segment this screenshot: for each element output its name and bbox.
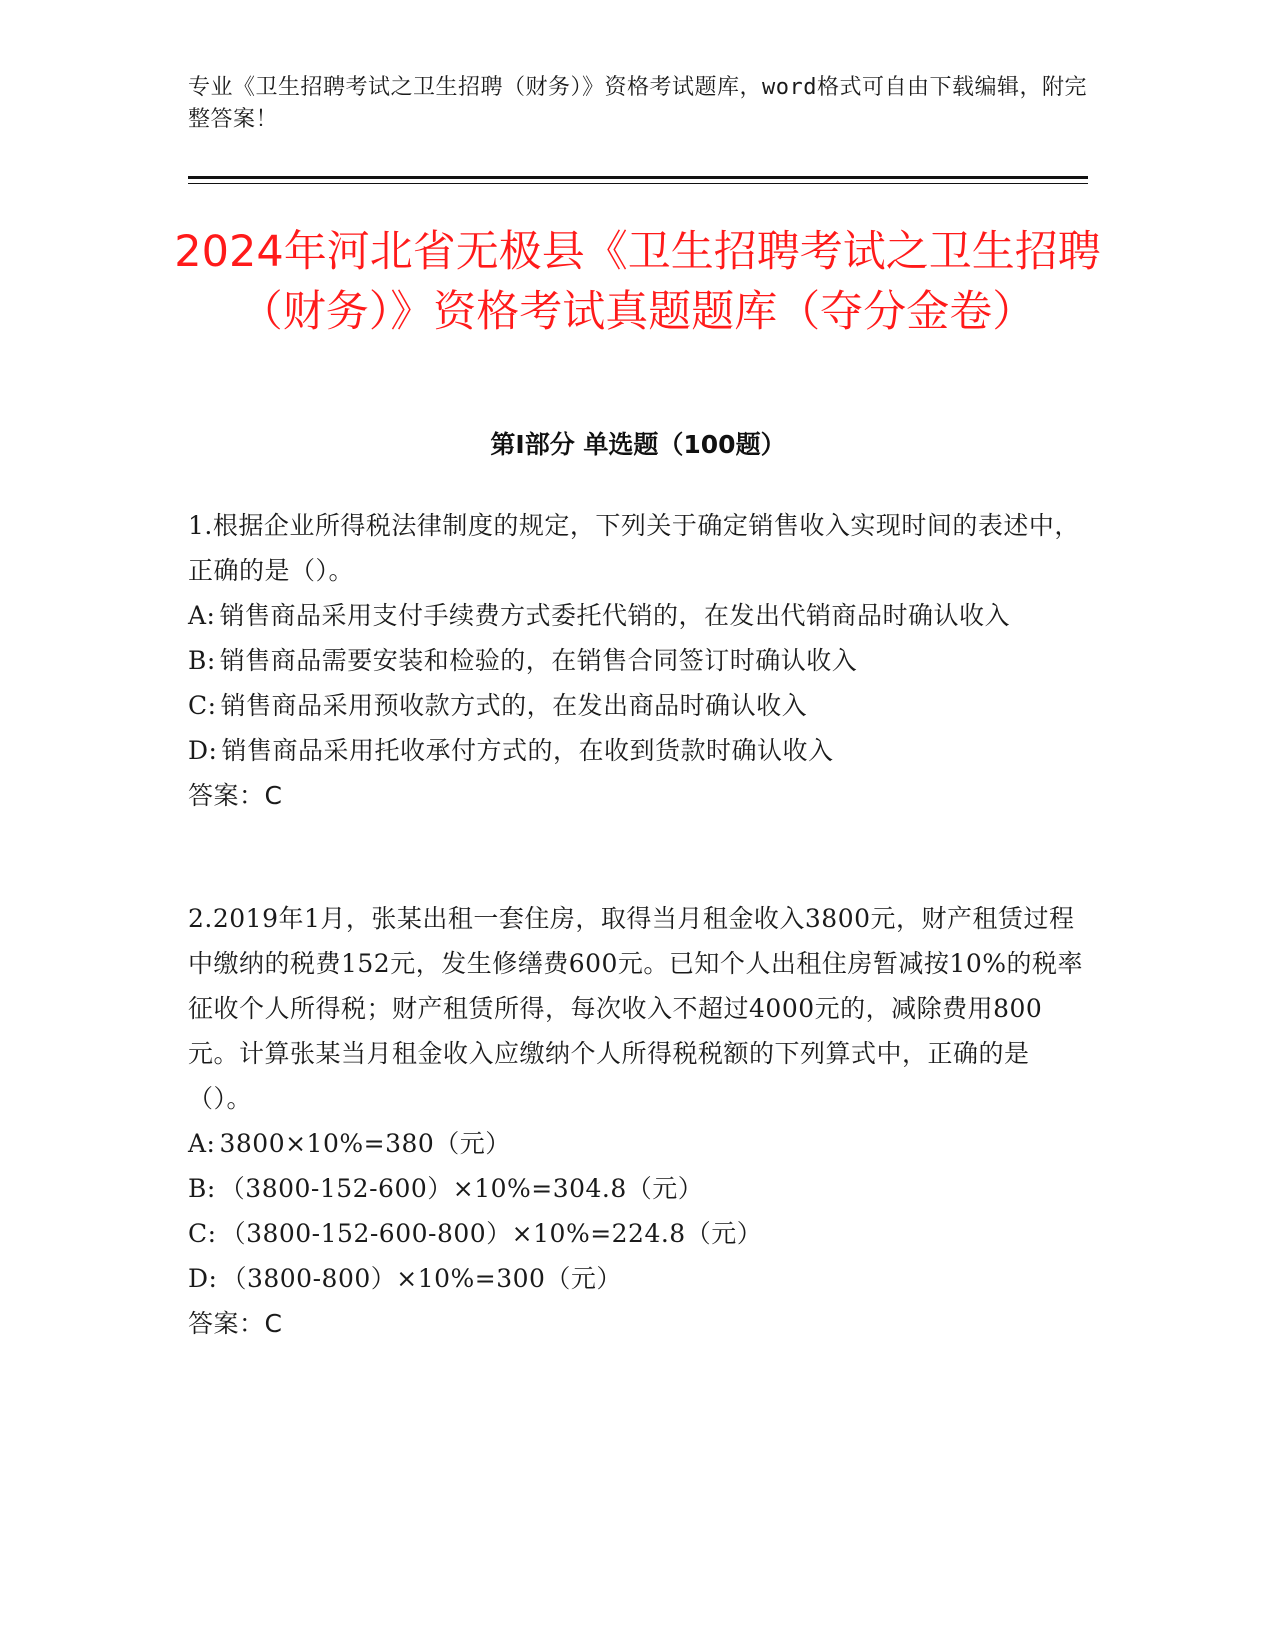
option-b xyxy=(188,1166,1088,1211)
option-letter: C: xyxy=(188,691,217,720)
option-text: （3800-800）×10%=300（元） xyxy=(221,1264,622,1293)
answer-line: 答案：C xyxy=(188,1309,283,1338)
option-text: （3800-152-600）×10%=304.8（元） xyxy=(219,1174,704,1203)
document-title: 2024年河北省无极县《卫生招聘考试之卫生招聘（财务）》资格考试真题题库（夺分金卷） xyxy=(174,227,1101,337)
option-letter: C: xyxy=(188,1219,217,1248)
option-text: （3800-152-600-800）×10%=224.8（元） xyxy=(220,1219,763,1248)
section-heading: 第I部分 单选题（100题） xyxy=(490,430,786,459)
question-stem: 1.根据企业所得税法律制度的规定，下列关于确定销售收入实现时间的表述中，正确的是（）。 xyxy=(188,511,1080,585)
option-d xyxy=(188,1256,1088,1301)
option-c xyxy=(188,1211,1088,1256)
header-divider-thin xyxy=(188,183,1088,184)
option-letter: A: xyxy=(188,1129,216,1158)
option-b xyxy=(188,638,1088,683)
option-letter: D: xyxy=(188,736,218,765)
option-text: 销售商品采用托收承付方式的，在收到货款时确认收入 xyxy=(221,736,834,765)
option-text: 销售商品需要安装和检验的，在销售合同签订时确认收入 xyxy=(219,646,858,675)
option-letter: B: xyxy=(188,1174,216,1203)
header-divider-thick xyxy=(188,176,1088,179)
option-text: 销售商品采用预收款方式的，在发出商品时确认收入 xyxy=(220,691,808,720)
question-2 xyxy=(188,896,1088,1346)
option-text: 3800×10%=380（元） xyxy=(219,1129,511,1158)
option-letter: B: xyxy=(188,646,216,675)
question-1 xyxy=(188,503,1088,818)
option-d xyxy=(188,728,1088,773)
question-stem: 2.2019年1月，张某出租一套住房，取得当月租金收入3800元，财产租赁过程中缴纳的税费152元，发生修缮费600元。已知个人出租住房暂减按10%的税率征收个人所得税；财产租赁所得，每次收入不超过4000元的，减除费用800元。计算张某当月租金收入应缴纳个人所得税税额的下列算式中，正确的是（）。 xyxy=(188,904,1084,1113)
option-a xyxy=(188,1121,1088,1166)
option-letter: D: xyxy=(188,1264,218,1293)
answer-line: 答案：C xyxy=(188,781,283,810)
option-a xyxy=(188,593,1088,638)
header-note: 专业《卫生招聘考试之卫生招聘（财务）》资格考试题库，word格式可自由下载编辑，附完整答案！ xyxy=(188,75,1087,132)
option-text: 销售商品采用支付手续费方式委托代销的，在发出代销商品时确认收入 xyxy=(219,601,1010,630)
option-c xyxy=(188,683,1088,728)
option-letter: A: xyxy=(188,601,216,630)
